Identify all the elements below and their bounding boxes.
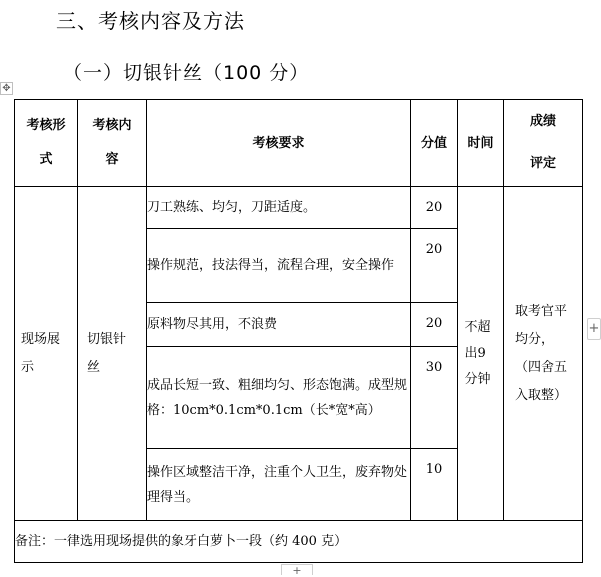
- form-cell: 现场展示: [15, 187, 78, 521]
- header-grading: 成绩评定: [504, 100, 583, 187]
- table-row: [15, 187, 583, 229]
- note-cell: 备注：一律选用现场提供的象牙白萝卜一段（约 400 克）: [15, 521, 583, 563]
- score-cell: 20: [411, 229, 458, 303]
- subsection-heading: （一）切银针丝（100 分）: [63, 62, 310, 84]
- header-time: 时间: [458, 100, 504, 187]
- requirement-cell: 刀工熟练、均匀，刀距适度。: [147, 187, 411, 229]
- score-cell: 10: [411, 449, 458, 521]
- table-note-row: [15, 521, 583, 563]
- score-cell: 20: [411, 187, 458, 229]
- requirement-cell: 原料物尽其用，不浪费: [147, 303, 411, 347]
- table-move-handle-icon[interactable]: ✥: [0, 82, 13, 95]
- time-cell: 不超出9分钟: [458, 187, 504, 521]
- add-column-plus-icon[interactable]: +: [281, 564, 313, 575]
- section-heading: 三、考核内容及方法: [56, 9, 245, 33]
- requirement-cell: 操作规范，技法得当，流程合理，安全操作: [147, 229, 411, 303]
- score-cell: 20: [411, 303, 458, 347]
- content-cell: 切银针丝: [78, 187, 147, 521]
- requirement-cell: 成品长短一致、粗细均匀、形态饱满。成型规格：10cm*0.1cm*0.1cm（长*宽*高）: [147, 347, 411, 449]
- header-form: 考核形式: [15, 100, 78, 187]
- table-header-row: [15, 100, 583, 187]
- grading-cell: 取考官平均分，（四舍五入取整）: [504, 187, 583, 521]
- header-content: 考核内容: [78, 100, 147, 187]
- assessment-table: [14, 99, 583, 563]
- requirement-cell: 操作区域整洁干净，注重个人卫生，废弃物处理得当。: [147, 449, 411, 521]
- header-score: 分值: [411, 100, 458, 187]
- add-row-plus-icon[interactable]: +: [587, 318, 601, 340]
- header-requirement: 考核要求: [147, 100, 411, 187]
- score-cell: 30: [411, 347, 458, 449]
